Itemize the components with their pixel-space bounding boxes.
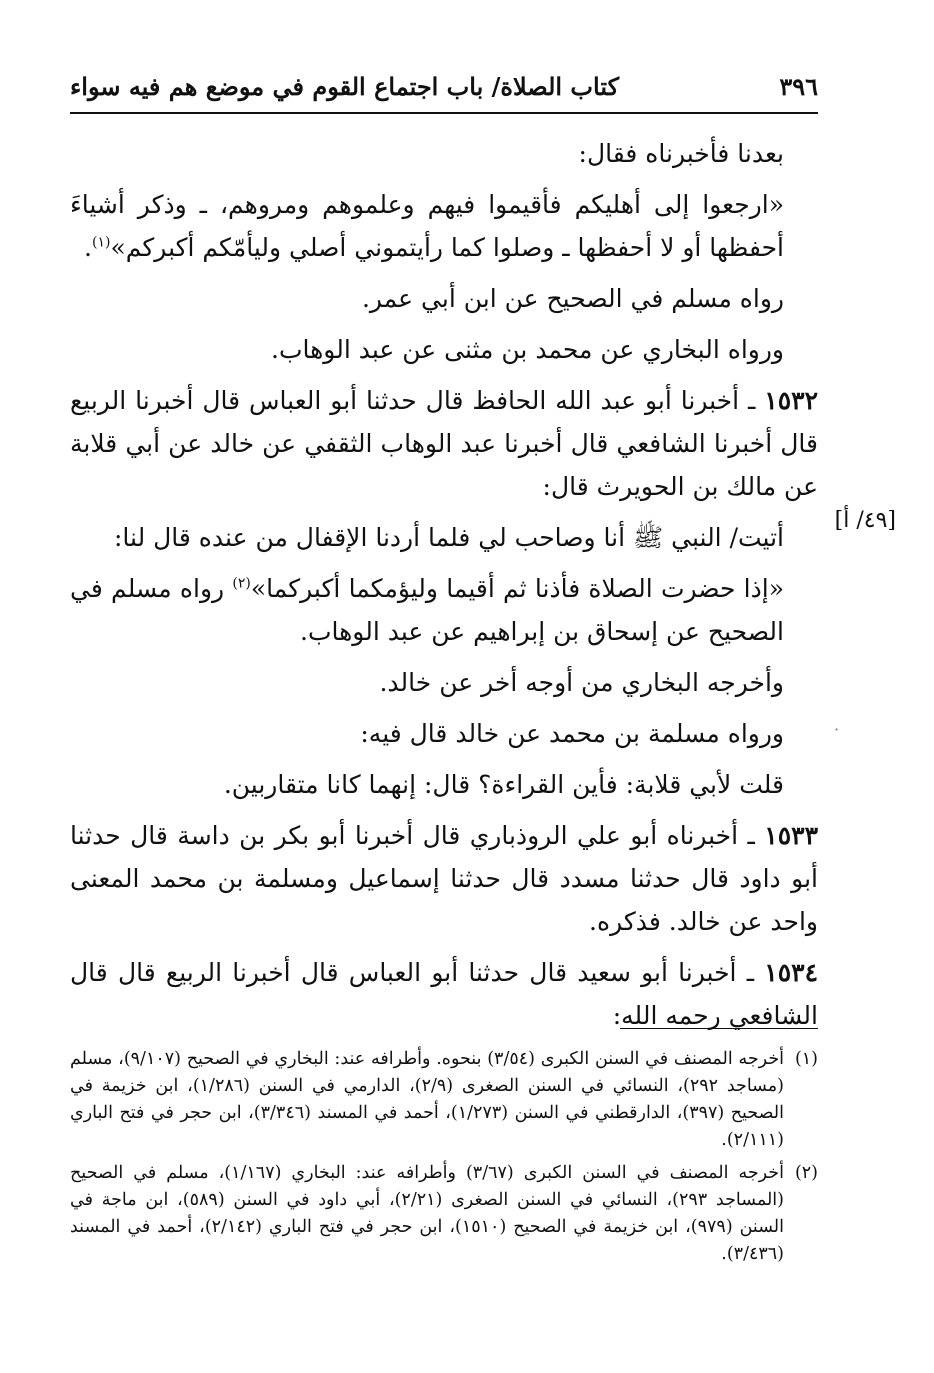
footnote-number: (٢)	[794, 1163, 818, 1183]
report-number: ١٥٣٣	[764, 821, 818, 850]
footnotes	[70, 1046, 818, 1274]
numbered-report: ١٥٣٢ ـ أخبرنا أبو عبد الله الحافظ قال حدثنا أبو العباس قال أخبرنا الربيع قال أخبرنا الشافعي قال أخبرنا عبد الوهاب الثقفي عن خالد عن أبي قلابة عن مالك بن الحويرث قال:	[70, 386, 818, 501]
paragraph: ورواه مسلمة بن محمد عن خالد قال فيه:	[360, 719, 784, 748]
hadith-quote: «إذا حضرت الصلاة فأذنا ثم أقيما وليؤمكما أكبركما»$^{(٢)}$ رواه مسلم في الصحيح عن إسحاق بن إبراهيم عن عبد الوهاب.	[70, 574, 785, 646]
footnote-ref[interactable]: (١)	[91, 234, 111, 251]
running-header	[70, 62, 818, 110]
footnote-separator	[620, 1028, 818, 1029]
report-number: ١٥٣٢	[764, 386, 818, 415]
main-text	[70, 132, 818, 1045]
report-number: ١٥٣٤	[764, 958, 818, 987]
paragraph: ورواه البخاري عن محمد بن مثنى عن عبد الوهاب.	[271, 335, 784, 364]
paragraph: رواه مسلم في الصحيح عن ابن أبي عمر.	[361, 284, 784, 313]
footnote-text: أخرجه المصنف في السنن الكبرى (٣/٥٤) بنحوه. وأطرافه عند: البخاري في الصحيح (٩/١٠٧)، مسلم (مساجد ٢٩٢)، النسائي في السنن الصغرى (٢/٩)، الدارمي في السنن (١/٢٨٦)، ابن خزيمة في الصحيح (٣٩٧)، الدارقطني في السنن (١/٢٧٣)، أحمد في المسند (٣/٣٤٦)، ابن حجر في فتح الباري (٢/١١١).	[70, 1049, 784, 1150]
footnote-text: أخرجه المصنف في السنن الكبرى (٣/٦٧) وأطرافه عند: البخاري (١/١٦٧)، مسلم في الصحيح (المساجد ٢٩٣)، النسائي في السنن الصغرى (٢/٢١)، أبي داود في السنن (٥٨٩)، ابن ماجة في السنن (٩٧٩)، ابن خزيمة في الصحيح (١٥١٠)، ابن حجر في فتح الباري (٢/١٤٢)، أحمد في المسند (٣/٤٣٦).	[70, 1163, 784, 1264]
numbered-report: ١٥٣٣ ـ أخبرناه أبو علي الروذباري قال أخبرنا أبو بكر بن داسة قال حدثنا أبو داود قال حدثنا مسدد قال حدثنا إسماعيل ومسلمة بن محمد المعنى واحد عن خالد. فذكره.	[70, 821, 818, 936]
footnote	[70, 1160, 818, 1268]
footnote-number: (١)	[794, 1049, 818, 1069]
paragraph: قلت لأبي قلابة: فأين القراءة؟ قال: إنهما كانا متقاربين.	[223, 770, 784, 799]
page-number: ٣٩٦	[779, 71, 818, 101]
paragraph: وأخرجه البخاري من أوجه أخر عن خالد.	[379, 668, 784, 697]
paragraph: أتيت/ النبي ﷺ أنا وصاحب لي فلما أردنا الإقفال من عنده قال لنا:	[113, 523, 784, 552]
running-title: كتاب الصلاة/ باب اجتماع القوم في موضع هم فيه سواء	[70, 71, 619, 101]
margin-mark: ·	[834, 720, 840, 739]
paragraph: بعدنا فأخبرناه فقال:	[578, 139, 784, 168]
numbered-report: ١٥٣٤ ـ أخبرنا أبو سعيد قال حدثنا أبو العباس قال أخبرنا الربيع قال قال الشافعي رحمه الله:	[70, 958, 818, 1030]
header-rule	[70, 112, 818, 114]
hadith-quote: «ارجعوا إلى أهليكم فأقيموا فيهم وعلموهم ومروهم، ـ وذكر أشياءَ أحفظها أو لا أحفظها ـ وصلوا كما رأيتموني أصلي وليأمّكم أكبركم»$^{(١)}$.	[70, 190, 784, 262]
manuscript-folio-ref: [٤٩/ أ]	[834, 508, 896, 533]
footnote-ref[interactable]: (٢)	[232, 575, 251, 592]
footnote	[70, 1046, 818, 1154]
